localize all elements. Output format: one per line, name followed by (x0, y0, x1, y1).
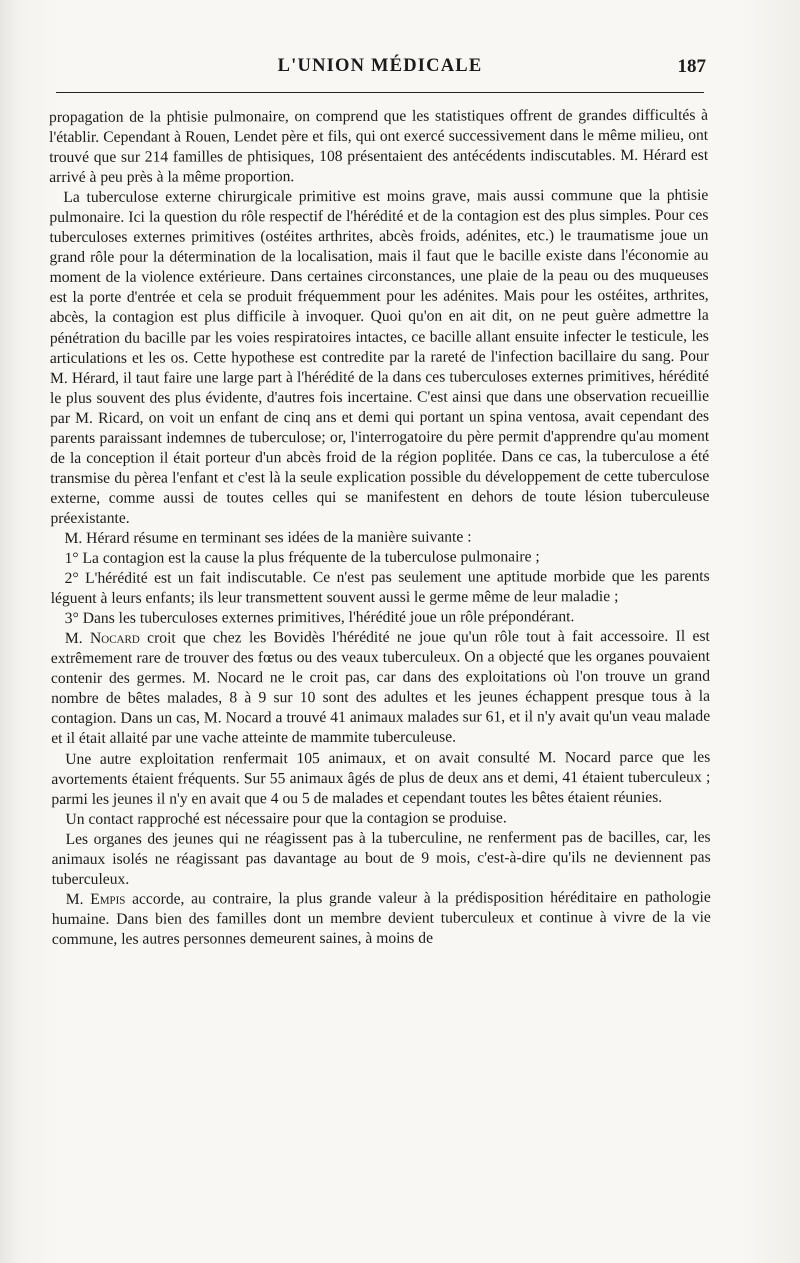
paragraph: La tuberculose externe chirurgicale primitive est moins grave, mais aussi commune que la phtisie pulmonaire. Ici la question du rôle respectif de l'hérédité et de la contagion est des plus simples. Pour ces tuberculoses externes primitives (ostéites arthrites, abcès froids, adénites, etc.) le traumatisme joue un grand rôle pour la détermination de la localisation, mais il faut que le bacille existe dans l'économie au moment de la violence extérieure. Dans certaines circonstances, une plaie de la peau ou des muqueuses est la porte d'entrée et cela se produit fréquemment pour les adénites. Mais pour les ostéites, arthrites, abcès, la contagion est plus difficile à invoquer. Quoi qu'on en ait dit, on ne peut guère admettre la pénétration du bacille par les voies respiratoires intactes, ce bacille allant ensuite infecter le testicule, les articulations et les os. Cette hypothese est contredite par la rareté de l'infection bacillaire du sang. Pour M. Hérard, il taut faire une large part à l'hérédité de la dans ces tuberculoses externes primitives, hérédité le plus souvent des plus évidente, d'autres fois incertaine. C'est ainsi que dans une observation recueillie par M. Ricard, on voit un enfant de cinq ans et demi qui portant un spina ventosa, avait cependant des parents paraissant indemnes de tuberculose; or, l'interrogatoire du père permit d'apprendre qu'au moment de la conception il était porteur d'un abcès froid de la région poplitée. Dans ce cas, la tuberculose a été transmise du pèrea l'enfant et c'est là la seule explication possible du développement de cette tuberculose externe, comme aussi de toutes celles qui se manifestent en dehors de toute lésion tuberculeuse préexistante. (49, 186, 710, 527)
list-item: 2° L'hérédité est un fait indiscutable. Ce n'est pas seulement une aptitude morbide que les parents léguent à leurs enfants; ils leur transmettent souvent aussi le germe même de leur maladie ; (50, 567, 710, 608)
paragraph: Une autre exploitation renfermait 105 animaux, et on avait consulté M. Nocard parce que les avortements étaient fréquents. Sur 55 animaux âgés de plus de deux ans et demi, 41 étaient tuberculeux ; parmi les jeunes il n'y en avait que 4 ou 5 de malades et cependant toutes les bêtes étaient réunies. (51, 748, 711, 808)
page-number: 187 (677, 56, 706, 77)
paragraph: M. Empis accorde, au contraire, la plus grande valeur à la prédisposition héréditaire en pathologie humaine. Dans bien des familles dont un membre devient tuberculeux et continue à vivre de la vie commune, les autres personnes demeurent saines, à moins de (51, 888, 711, 948)
body-text (49, 106, 711, 950)
speaker-name: M. Nocard (64, 629, 140, 648)
list-item: 3° Dans les tuberculoses externes primitives, l'hérédité joue un rôle prépondérant. (64, 608, 575, 628)
paragraph: Les organes des jeunes qui ne réagissent pas à la tuberculine, ne renferment pas de bacilles, car, les animaux isolés ne réagissant pas davantage au bout de 9 mois, c'est-à-dire qu'ils ne deviennent pas tuberculeux. (51, 828, 711, 888)
paragraph: M. Nocard croit que chez les Bovidès l'hérédité ne joue qu'un rôle tout à fait accessoire. Il est extrêmement rare de trouver des fœtus ou des veaux tuberculeux. On a objecté que les organes pouvaient contenir des germes. M. Nocard ne le croit pas, car dans des exploitations où l'on trouve un grand nombre de bêtes malades, 8 à 9 sur 10 sont des adultes et les jeunes échappent presque tous à la contagion. Dans un cas, M. Nocard a trouvé 41 animaux malades sur 61, et il n'y avait qu'un veau malade et il était allaité par une vache atteinte de mammite tuberculeuse. (50, 627, 711, 748)
header-rule (56, 92, 704, 93)
paragraph: propagation de la phtisie pulmonaire, on comprend que les statistiques offrent de grandes difficultés à l'établir. Cependant à Rouen, Lendet père et fils, qui ont exercé successivement dans le même milieu, ont trouvé que sur 214 familles de phtisiques, 108 présentaient des antécédents indiscutables. M. Hérard est arrivé à peu près à la même proportion. (49, 106, 709, 187)
page-header (54, 56, 706, 86)
paragraph: Un contact rapproché est nécessaire pour que la contagion se produise. (65, 809, 507, 828)
paragraph: M. Hérard résume en terminant ses idées de la manière suivante : (64, 528, 472, 547)
running-title: L'UNION MÉDICALE (277, 56, 483, 76)
list-item: 1° La contagion est la cause la plus fréquente de la tuberculose pulmonaire ; (64, 548, 540, 567)
speaker-name: M. Empis (65, 890, 126, 908)
